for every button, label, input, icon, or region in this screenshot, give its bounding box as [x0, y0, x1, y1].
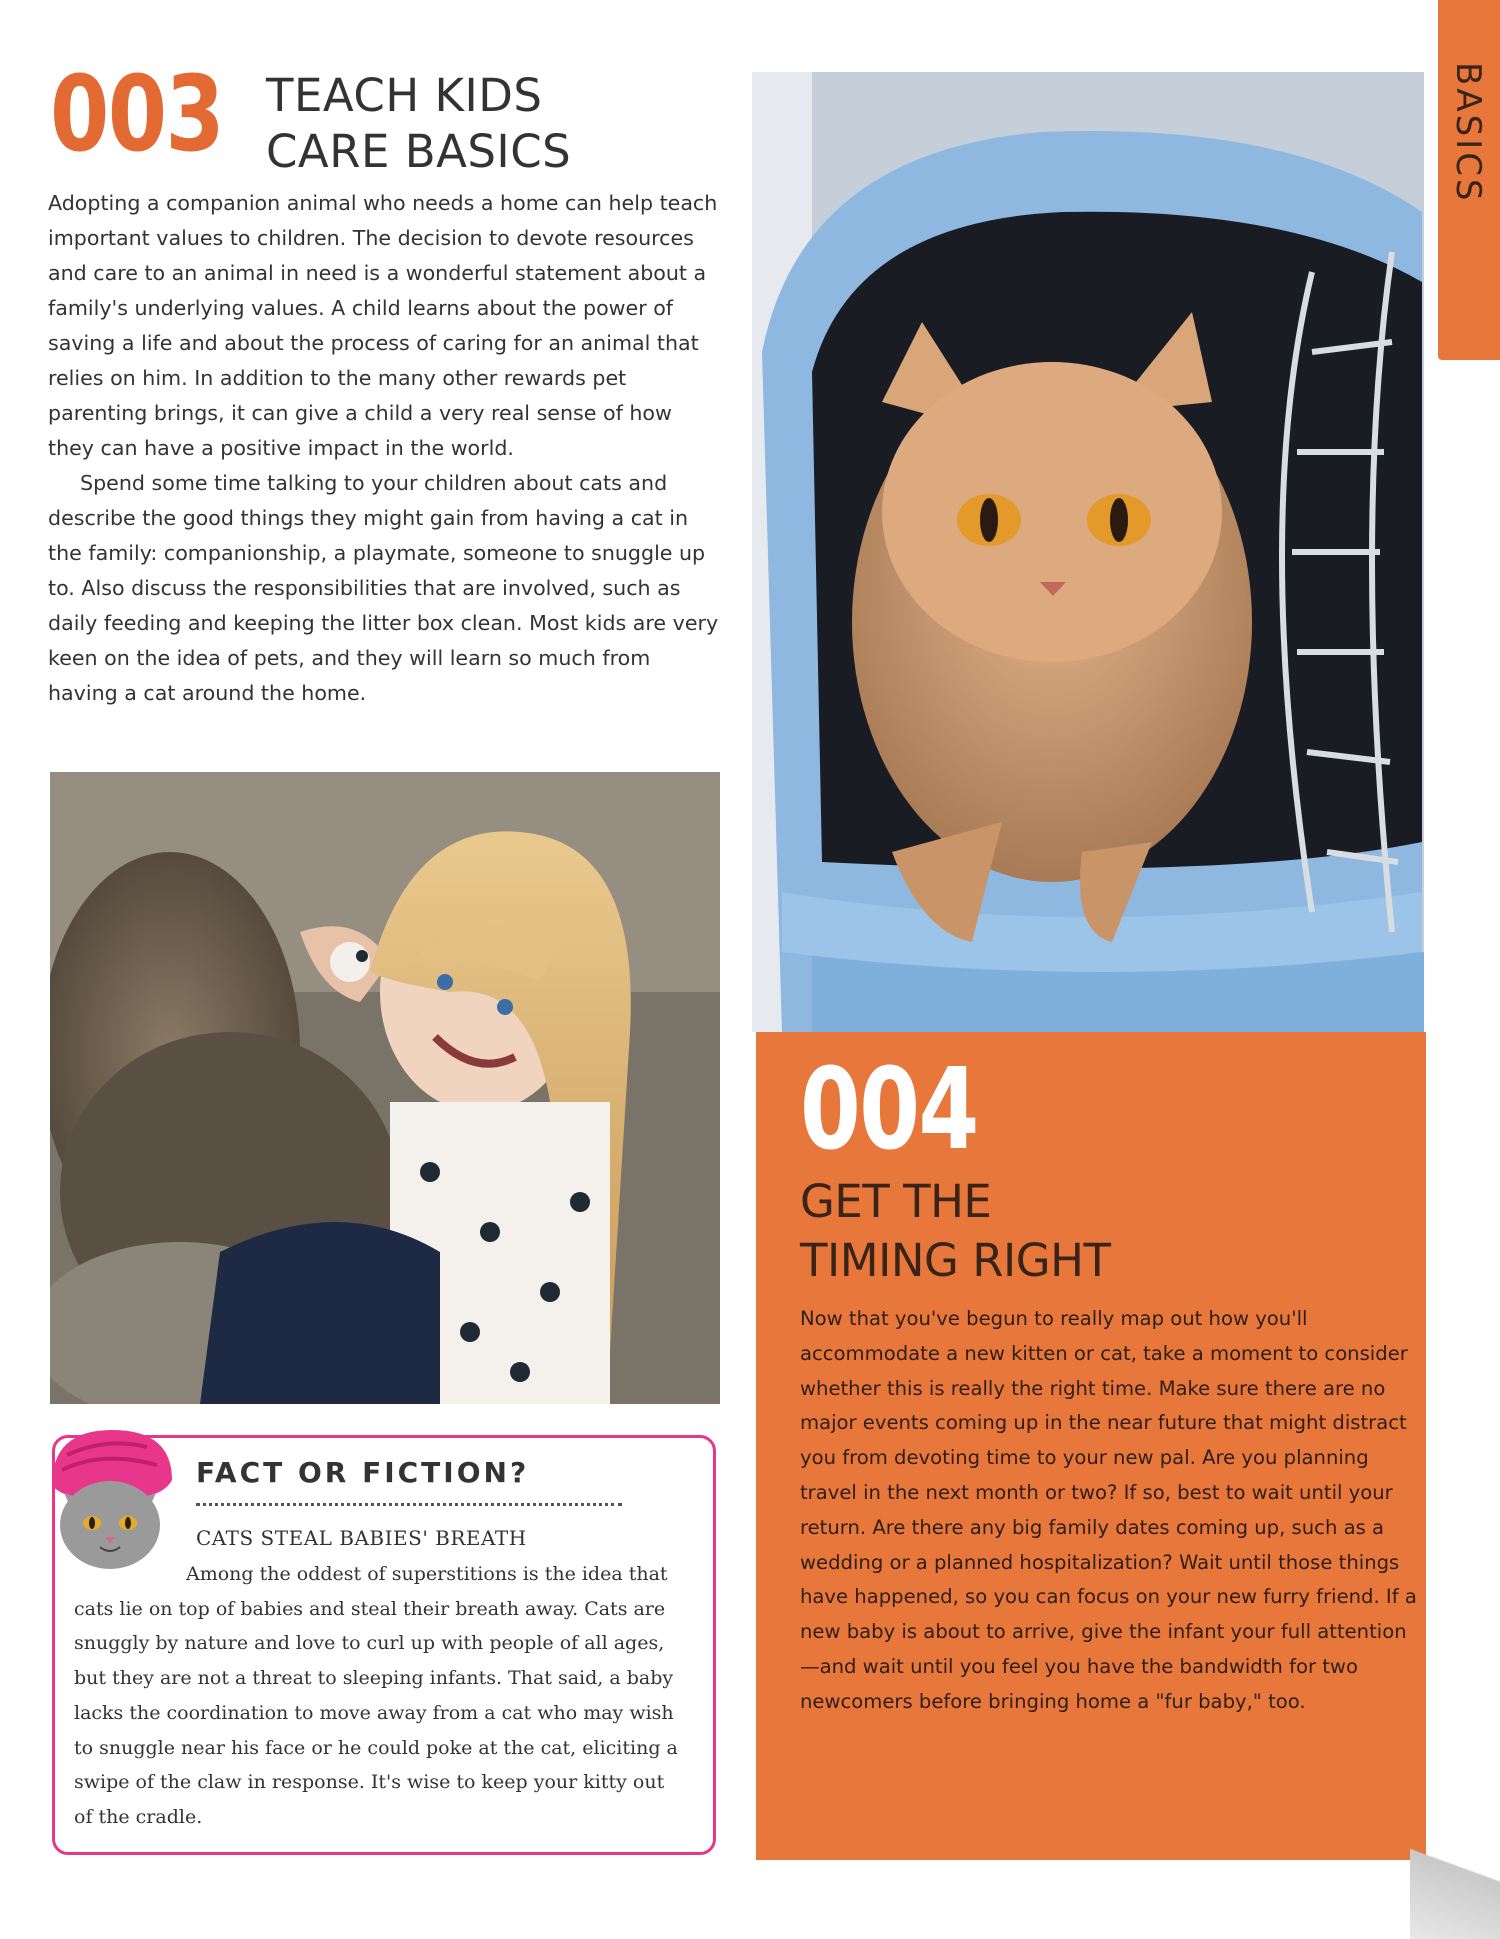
- section-title-004-line2: TIMING RIGHT: [800, 1234, 1111, 1287]
- fact-box-title: FACT OR FICTION?: [196, 1456, 530, 1489]
- section-body-004: Now that you've begun to really map out how you'll accommodate a new kitten or cat, take a moment to consider whether this is really the right time. Make sure there are no major events coming up in the near future that might distract you from devoting time to your new pal. Are you planning travel in the next month or two? If so, best to wait until your return. Are there any big family dates coming up, such as a wedding or a planned hospitalization? Wait until those things have happened, so you can focus on your new furry friend. If a new baby is about to arrive, give the infant your full attention—and wait until you feel you have the bandwidth for two newcomers before bringing home a "fur baby," too.: [800, 1307, 1417, 1713]
- section-title-003-line1: TEACH KIDS: [266, 69, 543, 122]
- section-number-004: 004: [800, 1045, 978, 1175]
- section-body-003: [48, 186, 724, 711]
- girl-with-cat-photo: [50, 772, 720, 1404]
- chapter-side-tab-label: BASICS: [1448, 62, 1488, 204]
- cat-with-turban-icon: [42, 1425, 172, 1579]
- fact-box-subtitle: CATS STEAL BABIES' BREATH: [196, 1526, 527, 1550]
- dotted-divider: [196, 1503, 622, 1506]
- section-title-003-line2: CARE BASICS: [266, 125, 572, 178]
- section-title-003: [266, 68, 571, 180]
- page-curl: [1410, 1769, 1500, 1939]
- cat-in-carrier-photo: [752, 72, 1424, 1032]
- section-title-004-line1: GET THE: [800, 1175, 992, 1228]
- section-title-004: [800, 1172, 1110, 1290]
- body-paragraph: Adopting a companion animal who needs a home can help teach important values to children. The decision to devote resources and care to an animal in need is a wonderful statement about a family's underlying values. A child learns about the power of saving a life and about the process of caring for an animal that relies on him. In addition to the many other rewards pet parenting brings, it can give a child a very real sense of how they can have a positive impact in the world.: [48, 191, 718, 460]
- section-number-003: 003: [50, 53, 224, 175]
- body-paragraph: Spend some time talking to your children about cats and describe the good things they might gain from having a cat in the family: companionship, a playmate, someone to snuggle up to. Also discuss the responsibilities that are involved, such as daily feeding and keeping the litter box clean. Most kids are very keen on the idea of pets, and they will learn so much from having a cat around the home.: [48, 471, 719, 705]
- fact-box-text: Among the oddest of superstitions is the idea that cats lie on top of babies and steal their breath away. Cats are snuggly by nature and love to curl up with people of all ages, but they are not a threat to sleeping infants. That said, a baby lacks the coordination to move away from a cat who may wish to snuggle near his face or he could poke at the cat, eliciting a swipe of the claw in response. It's wise to keep your kitty out of the cradle.: [74, 1563, 678, 1828]
